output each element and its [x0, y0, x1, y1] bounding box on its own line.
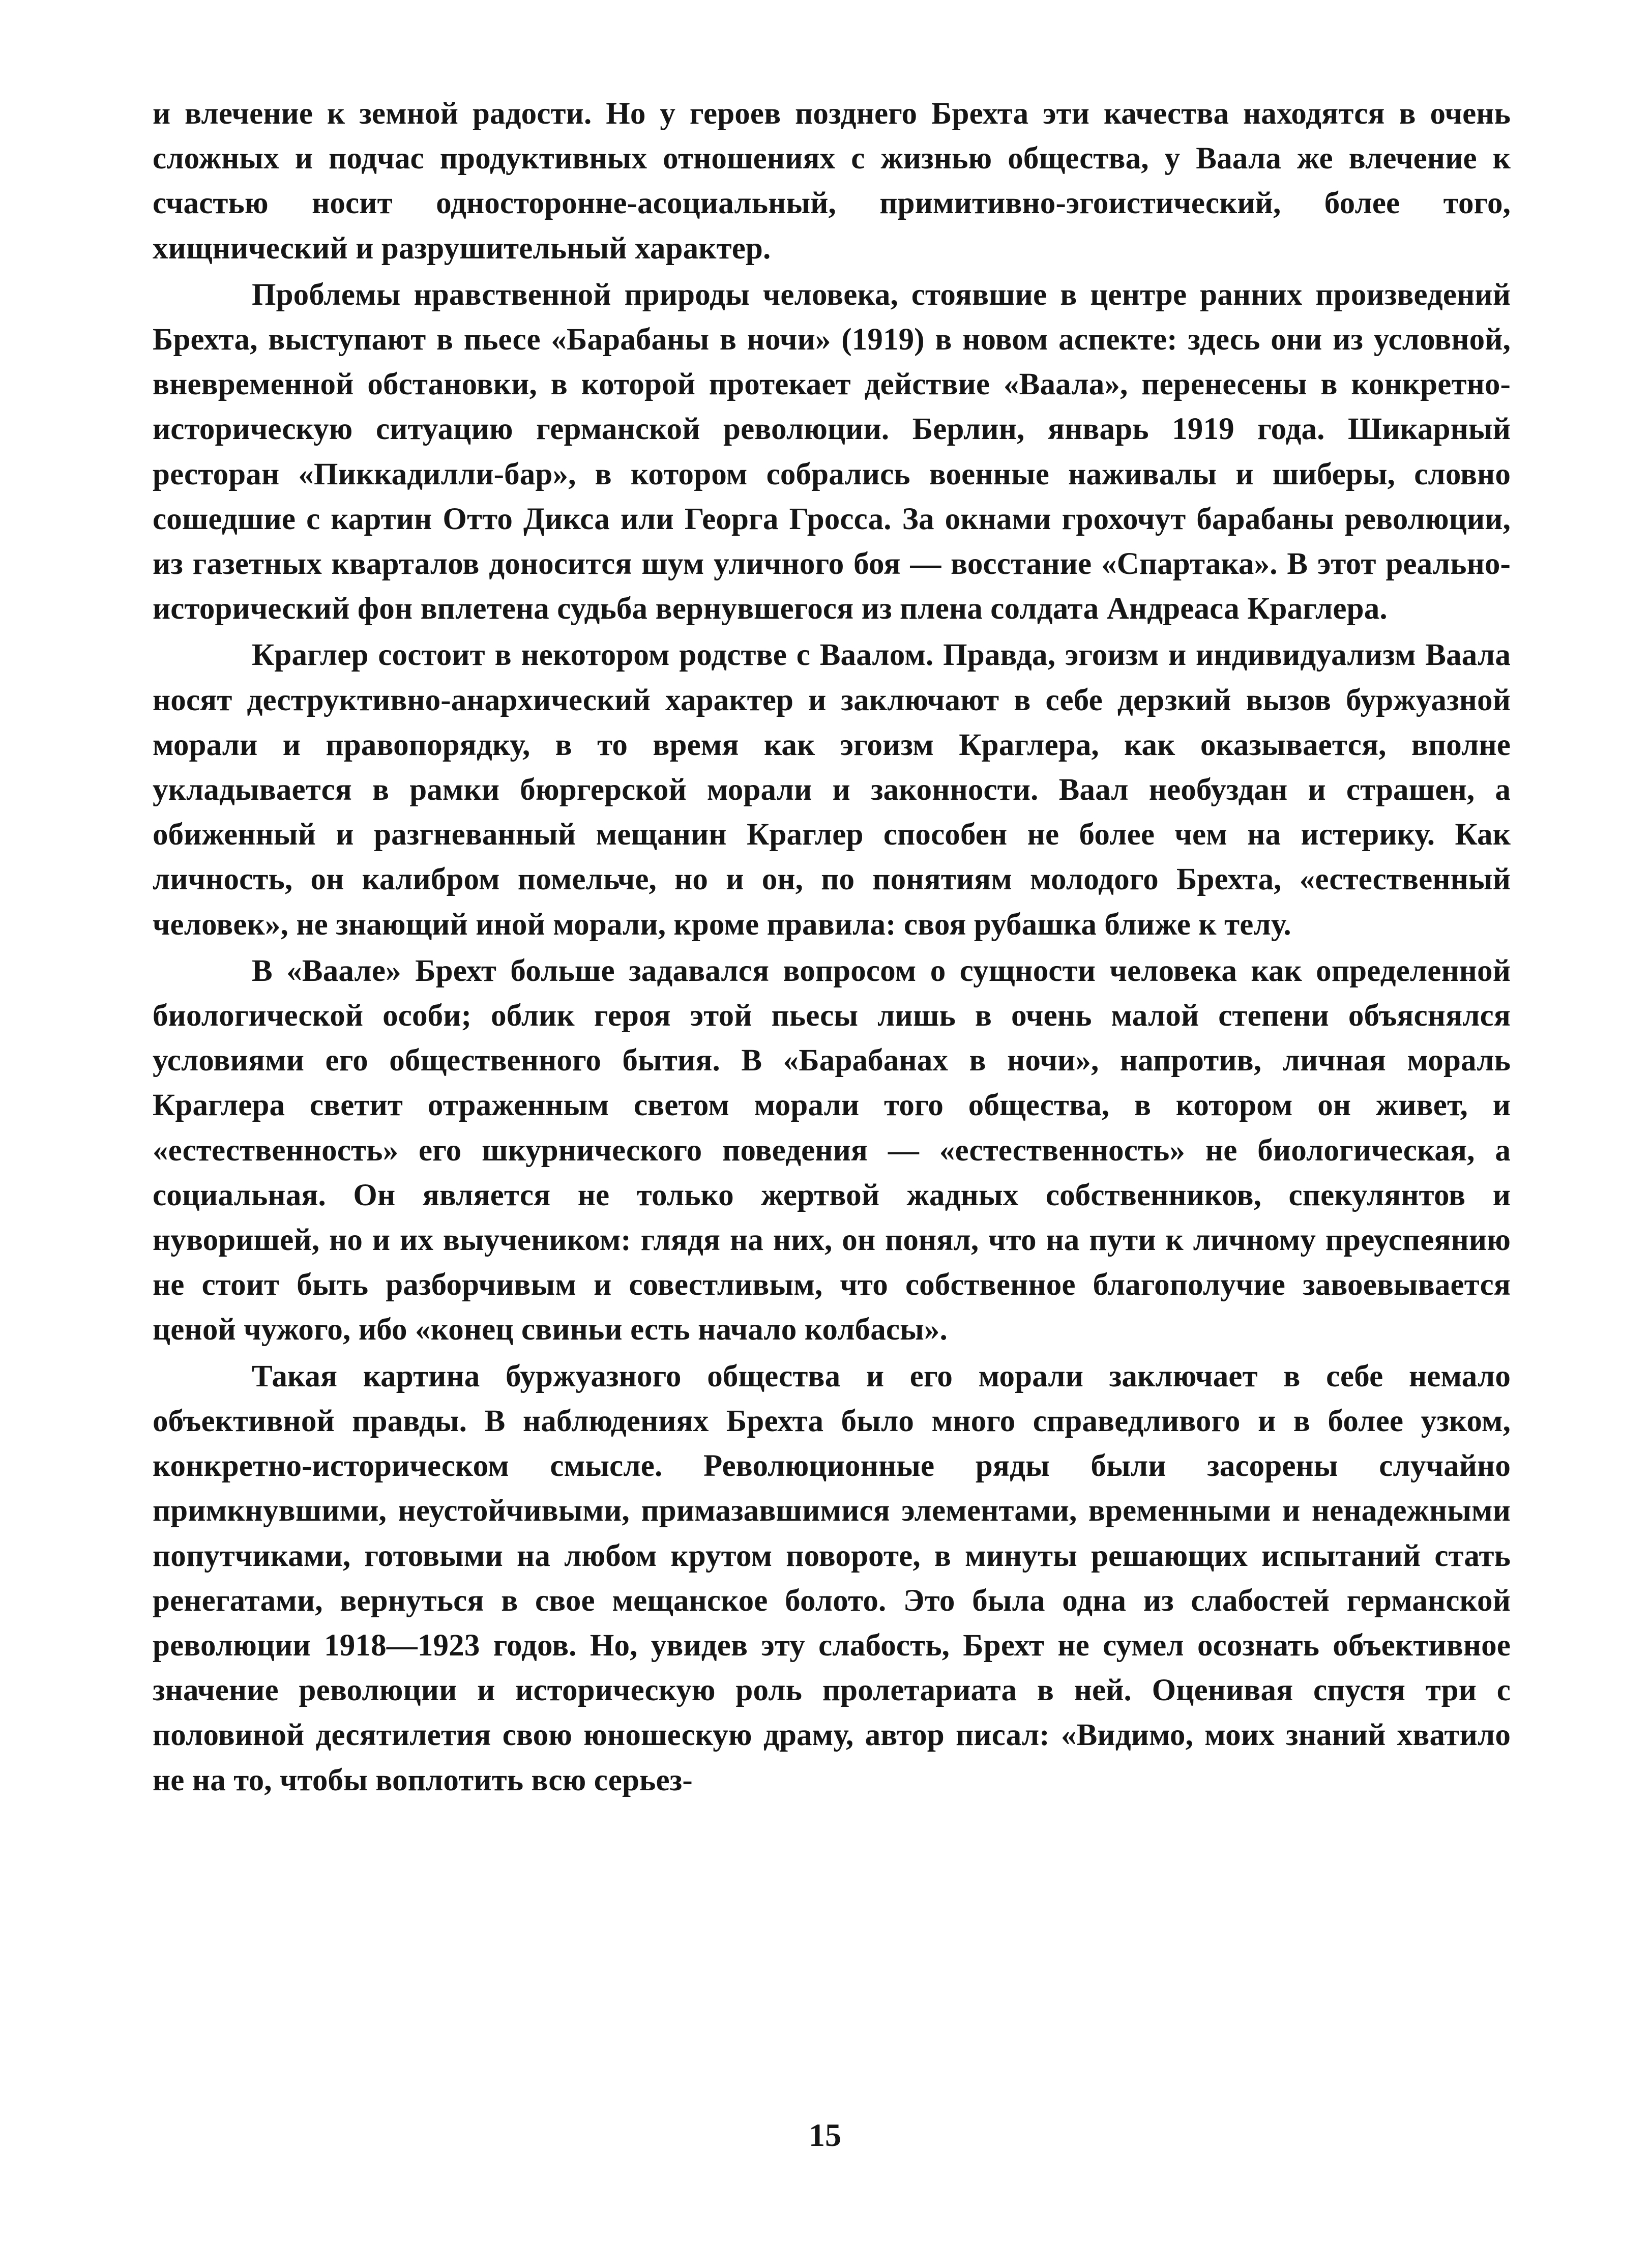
paragraph-4: В «Ваале» Брехт больше задавался вопросом о сущности человека как определенной биологической особи; облик героя этой пьесы лишь в очень малой степени объяснялся условиями его общественного бытия. В «Барабанах в ночи», напротив, личная мораль Краглера светит отраженным светом морали того общества, в котором он живет, и «естественность» его шкурнического поведения — «естественность» не биологическая, а социальная. Он является не только жертвой жадных собственников, спекулянтов и нуворишей, но и их выучеником: глядя на них, он понял, что на пути к личному преуспеянию не стоит быть разборчивым и совестливым, что собственное благополучие завоевывается ценой чужого, ибо «конец свиньи есть начало колбасы». [153, 953, 1511, 1347]
paragraph-1: и влечение к земной радости. Но у героев позднего Брехта эти качества находятся в очень сложных и подчас продуктивных отношениях с жизнью общества, у Ваала же влечение к счастью носит односторонне-асоциальный, примитивно-эгоистический, более того, хищнический и разрушительный характер. [153, 97, 1511, 266]
paragraph-2: Проблемы нравственной природы человека, стоявшие в центре ранних произведений Брехта, выступают в пьесе «Барабаны в ночи» (1919) в новом аспекте: здесь они из условной, вневременной обстановки, в которой протекает действие «Ваала», перенесены в конкретно-историческую ситуацию германской революции. Берлин, январь 1919 года. Шикарный ресторан «Пиккадилли-бар», в котором собрались военные наживалы и шиберы, словно сошедшие с картин Отто Дикса или Георга Гросса. За окнами грохочут барабаны революции, из газетных кварталов доносится шум уличного боя — восстание «Спартака». В этот реально-исторический фон вплетена судьба вернувшегося из плена солдата Андреаса Краглера. [153, 277, 1511, 626]
paragraph-3: Краглер состоит в некотором родстве с Ваалом. Правда, эгоизм и индивидуализм Ваала носят деструктивно-анархический характер и заключают в себе дерзкий вызов буржуазной морали и правопорядку, в то время как эгоизм Краглера, как оказывается, вполне укладывается в рамки бюргерской морали и законности. Ваал необуздан и страшен, а обиженный и разгневанный мещанин Краглер способен не более чем на истерику. Как личность, он калибром помельче, но и он, по понятиям молодого Брехта, «естественный человек», не знающий иной морали, кроме правила: своя рубашка ближе к телу. [153, 638, 1511, 942]
text-column [153, 92, 1511, 1803]
page-number: 15 [809, 2117, 841, 2153]
paragraph-5: Такая картина буржуазного общества и его морали заключает в себе немало объективной правды. В наблюдениях Брехта было много справедливого и в более узком, конкретно-историческом смысле. Революционные ряды были засорены случайно примкнувшими, неустойчивыми, примазавшимися элементами, временными и ненадежными попутчиками, готовыми на любом крутом повороте, в минуты решающих испытаний стать ренегатами, вернуться в свое мещанское болото. Это была одна из слабостей германской революции 1918—1923 годов. Но, увидев эту слабость, Брехт не сумел осознать объективное значение революции и историческую роль пролетариата в ней. Оценивая спустя три с половиной десятилетия свою юношескую драму, автор писал: «Видимо, моих знаний хватило не на то, чтобы воплотить всю серьез- [153, 1359, 1511, 1797]
